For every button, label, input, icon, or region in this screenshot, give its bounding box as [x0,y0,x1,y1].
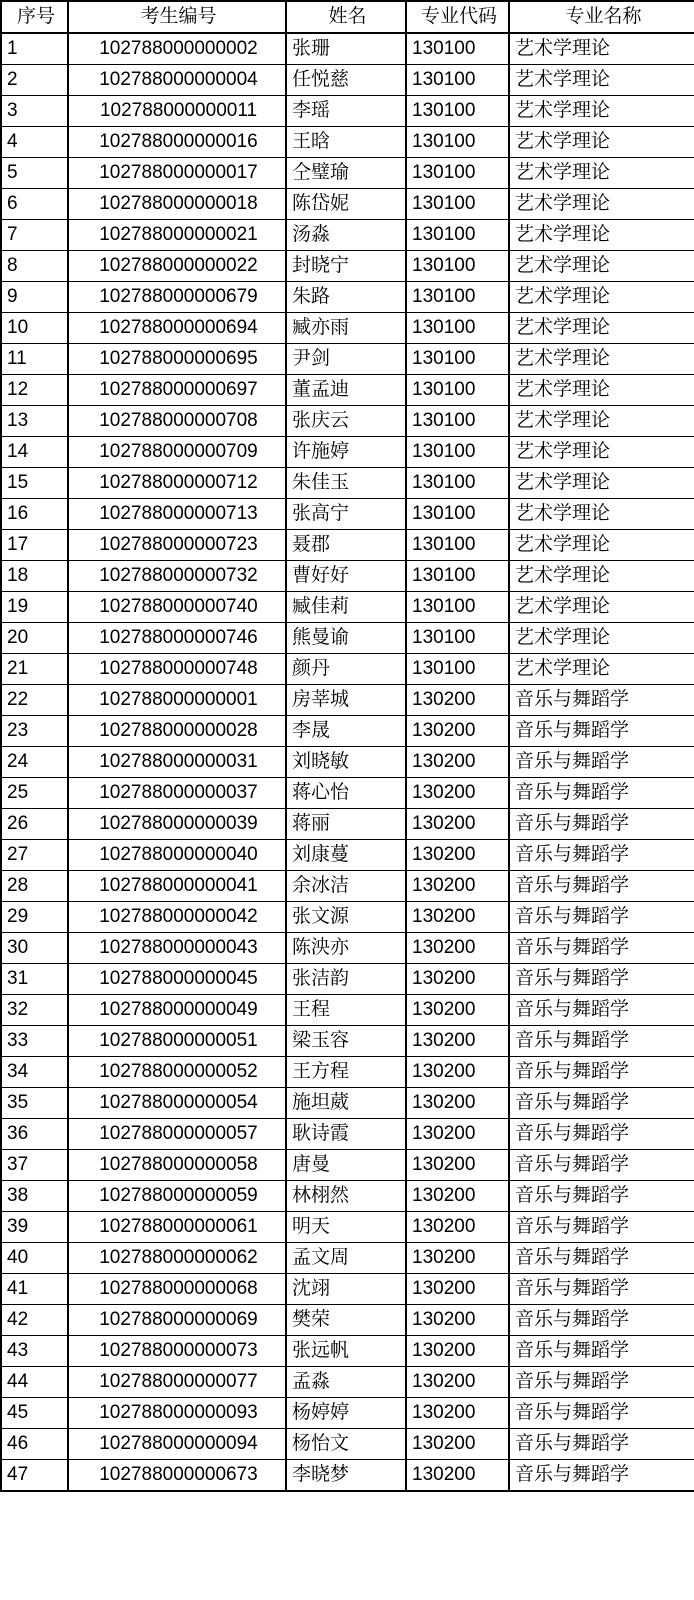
cell-name: 王方程 [286,1057,406,1088]
table-header [1,1,694,33]
cell-code: 130100 [406,282,509,313]
cell-name: 任悦慈 [286,65,406,96]
table-row [1,1088,694,1119]
cell-name: 汤淼 [286,220,406,251]
table-header-row [1,1,694,33]
cell-id: 102788000000069 [68,1305,286,1336]
cell-code: 130100 [406,437,509,468]
cell-major: 艺术学理论 [509,65,694,96]
cell-name: 董孟迪 [286,375,406,406]
cell-seq: 9 [1,282,68,313]
cell-seq: 13 [1,406,68,437]
cell-id: 102788000000695 [68,344,286,375]
cell-major: 音乐与舞蹈学 [509,685,694,716]
table-row [1,530,694,561]
cell-major: 音乐与舞蹈学 [509,933,694,964]
table-row [1,747,694,778]
cell-seq: 38 [1,1181,68,1212]
cell-code: 130200 [406,1336,509,1367]
cell-code: 130200 [406,995,509,1026]
cell-name: 张远帆 [286,1336,406,1367]
cell-seq: 15 [1,468,68,499]
cell-id: 102788000000051 [68,1026,286,1057]
cell-id: 102788000000740 [68,592,286,623]
cell-id: 102788000000746 [68,623,286,654]
cell-seq: 21 [1,654,68,685]
cell-code: 130100 [406,654,509,685]
cell-id: 102788000000058 [68,1150,286,1181]
cell-seq: 25 [1,778,68,809]
cell-major: 音乐与舞蹈学 [509,840,694,871]
cell-seq: 44 [1,1367,68,1398]
cell-code: 130200 [406,1150,509,1181]
cell-id: 102788000000021 [68,220,286,251]
cell-code: 130200 [406,933,509,964]
cell-code: 130100 [406,499,509,530]
cell-seq: 35 [1,1088,68,1119]
cell-code: 130100 [406,313,509,344]
cell-id: 102788000000018 [68,189,286,220]
cell-id: 102788000000042 [68,902,286,933]
table-row [1,1398,694,1429]
cell-seq: 7 [1,220,68,251]
cell-name: 孟文周 [286,1243,406,1274]
cell-seq: 46 [1,1429,68,1460]
cell-major: 音乐与舞蹈学 [509,716,694,747]
cell-major: 音乐与舞蹈学 [509,1057,694,1088]
cell-major: 艺术学理论 [509,623,694,654]
cell-code: 130200 [406,685,509,716]
cell-name: 颜丹 [286,654,406,685]
table-row [1,561,694,592]
cell-name: 朱佳玉 [286,468,406,499]
cell-major: 音乐与舞蹈学 [509,1212,694,1243]
cell-major: 音乐与舞蹈学 [509,1429,694,1460]
cell-name: 张庆云 [286,406,406,437]
cell-code: 130100 [406,561,509,592]
table-row [1,344,694,375]
cell-id: 102788000000073 [68,1336,286,1367]
cell-major: 音乐与舞蹈学 [509,1336,694,1367]
cell-code: 130200 [406,1274,509,1305]
column-header-id: 考生编号 [68,1,286,33]
table-row [1,1150,694,1181]
cell-id: 102788000000057 [68,1119,286,1150]
cell-major: 音乐与舞蹈学 [509,1119,694,1150]
cell-id: 102788000000723 [68,530,286,561]
cell-code: 130100 [406,251,509,282]
cell-id: 102788000000041 [68,871,286,902]
cell-major: 艺术学理论 [509,344,694,375]
cell-name: 李晟 [286,716,406,747]
table-row [1,499,694,530]
cell-name: 耿诗霞 [286,1119,406,1150]
table-row [1,995,694,1026]
cell-seq: 19 [1,592,68,623]
cell-name: 仝璧瑜 [286,158,406,189]
table-row [1,1119,694,1150]
cell-seq: 20 [1,623,68,654]
cell-id: 102788000000017 [68,158,286,189]
cell-name: 房莘城 [286,685,406,716]
cell-code: 130200 [406,1243,509,1274]
cell-name: 许施婷 [286,437,406,468]
cell-major: 艺术学理论 [509,437,694,468]
cell-name: 朱路 [286,282,406,313]
cell-id: 102788000000732 [68,561,286,592]
cell-name: 封晓宁 [286,251,406,282]
cell-major: 音乐与舞蹈学 [509,964,694,995]
cell-seq: 28 [1,871,68,902]
cell-id: 102788000000077 [68,1367,286,1398]
cell-seq: 12 [1,375,68,406]
table-row [1,406,694,437]
cell-id: 102788000000709 [68,437,286,468]
cell-major: 音乐与舞蹈学 [509,1150,694,1181]
cell-id: 102788000000028 [68,716,286,747]
table-row [1,375,694,406]
cell-seq: 41 [1,1274,68,1305]
cell-code: 130100 [406,33,509,65]
column-header-seq: 序号 [1,1,68,33]
cell-name: 王程 [286,995,406,1026]
cell-code: 130200 [406,1026,509,1057]
cell-seq: 17 [1,530,68,561]
cell-name: 陈岱妮 [286,189,406,220]
cell-major: 艺术学理论 [509,313,694,344]
cell-seq: 24 [1,747,68,778]
cell-code: 130200 [406,778,509,809]
cell-major: 艺术学理论 [509,96,694,127]
cell-id: 102788000000068 [68,1274,286,1305]
cell-seq: 42 [1,1305,68,1336]
cell-seq: 2 [1,65,68,96]
cell-major: 艺术学理论 [509,654,694,685]
cell-seq: 1 [1,33,68,65]
cell-major: 艺术学理论 [509,189,694,220]
cell-major: 音乐与舞蹈学 [509,1460,694,1492]
cell-major: 音乐与舞蹈学 [509,1243,694,1274]
cell-id: 102788000000093 [68,1398,286,1429]
cell-seq: 4 [1,127,68,158]
cell-major: 艺术学理论 [509,375,694,406]
table-row [1,1336,694,1367]
cell-name: 张洁韵 [286,964,406,995]
cell-major: 音乐与舞蹈学 [509,1305,694,1336]
cell-id: 102788000000062 [68,1243,286,1274]
cell-seq: 34 [1,1057,68,1088]
cell-id: 102788000000039 [68,809,286,840]
cell-name: 施坦葳 [286,1088,406,1119]
table-row [1,220,694,251]
cell-name: 孟淼 [286,1367,406,1398]
cell-major: 艺术学理论 [509,33,694,65]
cell-code: 130200 [406,902,509,933]
cell-id: 102788000000011 [68,96,286,127]
table-row [1,189,694,220]
cell-id: 102788000000037 [68,778,286,809]
cell-id: 102788000000043 [68,933,286,964]
cell-name: 聂郡 [286,530,406,561]
cell-id: 102788000000673 [68,1460,286,1492]
table-body [1,33,694,1491]
cell-name: 尹剑 [286,344,406,375]
cell-major: 艺术学理论 [509,282,694,313]
cell-id: 102788000000016 [68,127,286,158]
cell-major: 音乐与舞蹈学 [509,1026,694,1057]
cell-seq: 23 [1,716,68,747]
table-row [1,685,694,716]
cell-seq: 33 [1,1026,68,1057]
table-row [1,282,694,313]
cell-code: 130200 [406,1181,509,1212]
cell-name: 杨婷婷 [286,1398,406,1429]
cell-code: 130100 [406,158,509,189]
table-row [1,716,694,747]
cell-id: 102788000000059 [68,1181,286,1212]
cell-id: 102788000000679 [68,282,286,313]
cell-id: 102788000000031 [68,747,286,778]
cell-name: 樊荣 [286,1305,406,1336]
table-row [1,654,694,685]
cell-code: 130100 [406,530,509,561]
cell-major: 艺术学理论 [509,220,694,251]
cell-seq: 16 [1,499,68,530]
cell-name: 王晗 [286,127,406,158]
cell-id: 102788000000022 [68,251,286,282]
cell-code: 130200 [406,1305,509,1336]
cell-name: 唐曼 [286,1150,406,1181]
cell-name: 陈泱亦 [286,933,406,964]
cell-id: 102788000000040 [68,840,286,871]
cell-seq: 37 [1,1150,68,1181]
cell-name: 刘康蔓 [286,840,406,871]
table-row [1,933,694,964]
cell-id: 102788000000712 [68,468,286,499]
cell-code: 130200 [406,1429,509,1460]
cell-name: 李晓梦 [286,1460,406,1492]
table-row [1,1243,694,1274]
cell-code: 130100 [406,468,509,499]
cell-seq: 45 [1,1398,68,1429]
cell-id: 102788000000001 [68,685,286,716]
cell-code: 130100 [406,127,509,158]
cell-code: 130100 [406,189,509,220]
table-row [1,809,694,840]
cell-code: 130100 [406,344,509,375]
table-row [1,778,694,809]
cell-name: 杨怡文 [286,1429,406,1460]
cell-major: 艺术学理论 [509,468,694,499]
cell-name: 余冰洁 [286,871,406,902]
cell-seq: 11 [1,344,68,375]
cell-code: 130200 [406,716,509,747]
cell-name: 张文源 [286,902,406,933]
cell-major: 音乐与舞蹈学 [509,1398,694,1429]
cell-id: 102788000000094 [68,1429,286,1460]
cell-major: 音乐与舞蹈学 [509,995,694,1026]
cell-code: 130100 [406,623,509,654]
cell-seq: 27 [1,840,68,871]
table-row [1,1305,694,1336]
cell-code: 130200 [406,1212,509,1243]
cell-code: 130100 [406,406,509,437]
cell-name: 臧亦雨 [286,313,406,344]
table-row [1,1367,694,1398]
cell-name: 张高宁 [286,499,406,530]
cell-code: 130200 [406,747,509,778]
table-row [1,313,694,344]
cell-major: 艺术学理论 [509,406,694,437]
cell-code: 130200 [406,1119,509,1150]
cell-name: 臧佳莉 [286,592,406,623]
cell-major: 音乐与舞蹈学 [509,1088,694,1119]
cell-id: 102788000000049 [68,995,286,1026]
table-row [1,623,694,654]
table-row [1,1429,694,1460]
cell-code: 130200 [406,1460,509,1492]
cell-id: 102788000000748 [68,654,286,685]
cell-name: 张珊 [286,33,406,65]
table-row [1,871,694,902]
cell-major: 音乐与舞蹈学 [509,747,694,778]
cell-major: 音乐与舞蹈学 [509,809,694,840]
cell-name: 梁玉容 [286,1026,406,1057]
cell-code: 130200 [406,1057,509,1088]
cell-major: 艺术学理论 [509,127,694,158]
cell-id: 102788000000708 [68,406,286,437]
cell-seq: 26 [1,809,68,840]
cell-name: 李瑶 [286,96,406,127]
cell-major: 艺术学理论 [509,251,694,282]
cell-code: 130200 [406,1088,509,1119]
cell-seq: 39 [1,1212,68,1243]
table-row [1,468,694,499]
cell-code: 130200 [406,871,509,902]
cell-seq: 40 [1,1243,68,1274]
cell-code: 130200 [406,1367,509,1398]
cell-id: 102788000000061 [68,1212,286,1243]
table-row [1,964,694,995]
cell-code: 130100 [406,220,509,251]
cell-major: 艺术学理论 [509,530,694,561]
cell-id: 102788000000052 [68,1057,286,1088]
cell-seq: 3 [1,96,68,127]
table-row [1,158,694,189]
cell-name: 明天 [286,1212,406,1243]
cell-seq: 10 [1,313,68,344]
cell-seq: 47 [1,1460,68,1492]
cell-name: 沈翊 [286,1274,406,1305]
cell-id: 102788000000054 [68,1088,286,1119]
cell-major: 音乐与舞蹈学 [509,778,694,809]
cell-seq: 31 [1,964,68,995]
table-row [1,437,694,468]
cell-major: 艺术学理论 [509,499,694,530]
table-row [1,840,694,871]
cell-major: 艺术学理论 [509,158,694,189]
table-row [1,33,694,65]
cell-code: 130100 [406,375,509,406]
cell-name: 蒋丽 [286,809,406,840]
table-row [1,96,694,127]
cell-code: 130200 [406,964,509,995]
cell-id: 102788000000697 [68,375,286,406]
cell-name: 熊曼谕 [286,623,406,654]
column-header-code: 专业代码 [406,1,509,33]
table-row [1,1026,694,1057]
table-row [1,127,694,158]
cell-code: 130200 [406,1398,509,1429]
cell-name: 林栩然 [286,1181,406,1212]
table-row [1,65,694,96]
cell-major: 音乐与舞蹈学 [509,1367,694,1398]
cell-seq: 30 [1,933,68,964]
table-row [1,1212,694,1243]
cell-seq: 18 [1,561,68,592]
cell-id: 102788000000694 [68,313,286,344]
cell-seq: 5 [1,158,68,189]
column-header-major: 专业名称 [509,1,694,33]
table-row [1,1274,694,1305]
cell-major: 音乐与舞蹈学 [509,1181,694,1212]
cell-major: 艺术学理论 [509,592,694,623]
cell-major: 音乐与舞蹈学 [509,902,694,933]
cell-id: 102788000000004 [68,65,286,96]
cell-seq: 8 [1,251,68,282]
column-header-name: 姓名 [286,1,406,33]
cell-id: 102788000000045 [68,964,286,995]
cell-seq: 36 [1,1119,68,1150]
cell-name: 刘晓敏 [286,747,406,778]
cell-name: 蒋心怡 [286,778,406,809]
cell-name: 曹好好 [286,561,406,592]
cell-seq: 43 [1,1336,68,1367]
table-row [1,902,694,933]
cell-code: 130200 [406,809,509,840]
cell-seq: 32 [1,995,68,1026]
table-row [1,592,694,623]
table-row [1,1181,694,1212]
table-row [1,1057,694,1088]
cell-code: 130100 [406,592,509,623]
table-row [1,1460,694,1492]
cell-id: 102788000000002 [68,33,286,65]
cell-seq: 14 [1,437,68,468]
cell-id: 102788000000713 [68,499,286,530]
cell-major: 音乐与舞蹈学 [509,1274,694,1305]
cell-seq: 29 [1,902,68,933]
cell-code: 130100 [406,65,509,96]
table-row [1,251,694,282]
cell-seq: 22 [1,685,68,716]
cell-seq: 6 [1,189,68,220]
cell-code: 130200 [406,840,509,871]
cell-major: 音乐与舞蹈学 [509,871,694,902]
cell-code: 130100 [406,96,509,127]
cell-major: 艺术学理论 [509,561,694,592]
